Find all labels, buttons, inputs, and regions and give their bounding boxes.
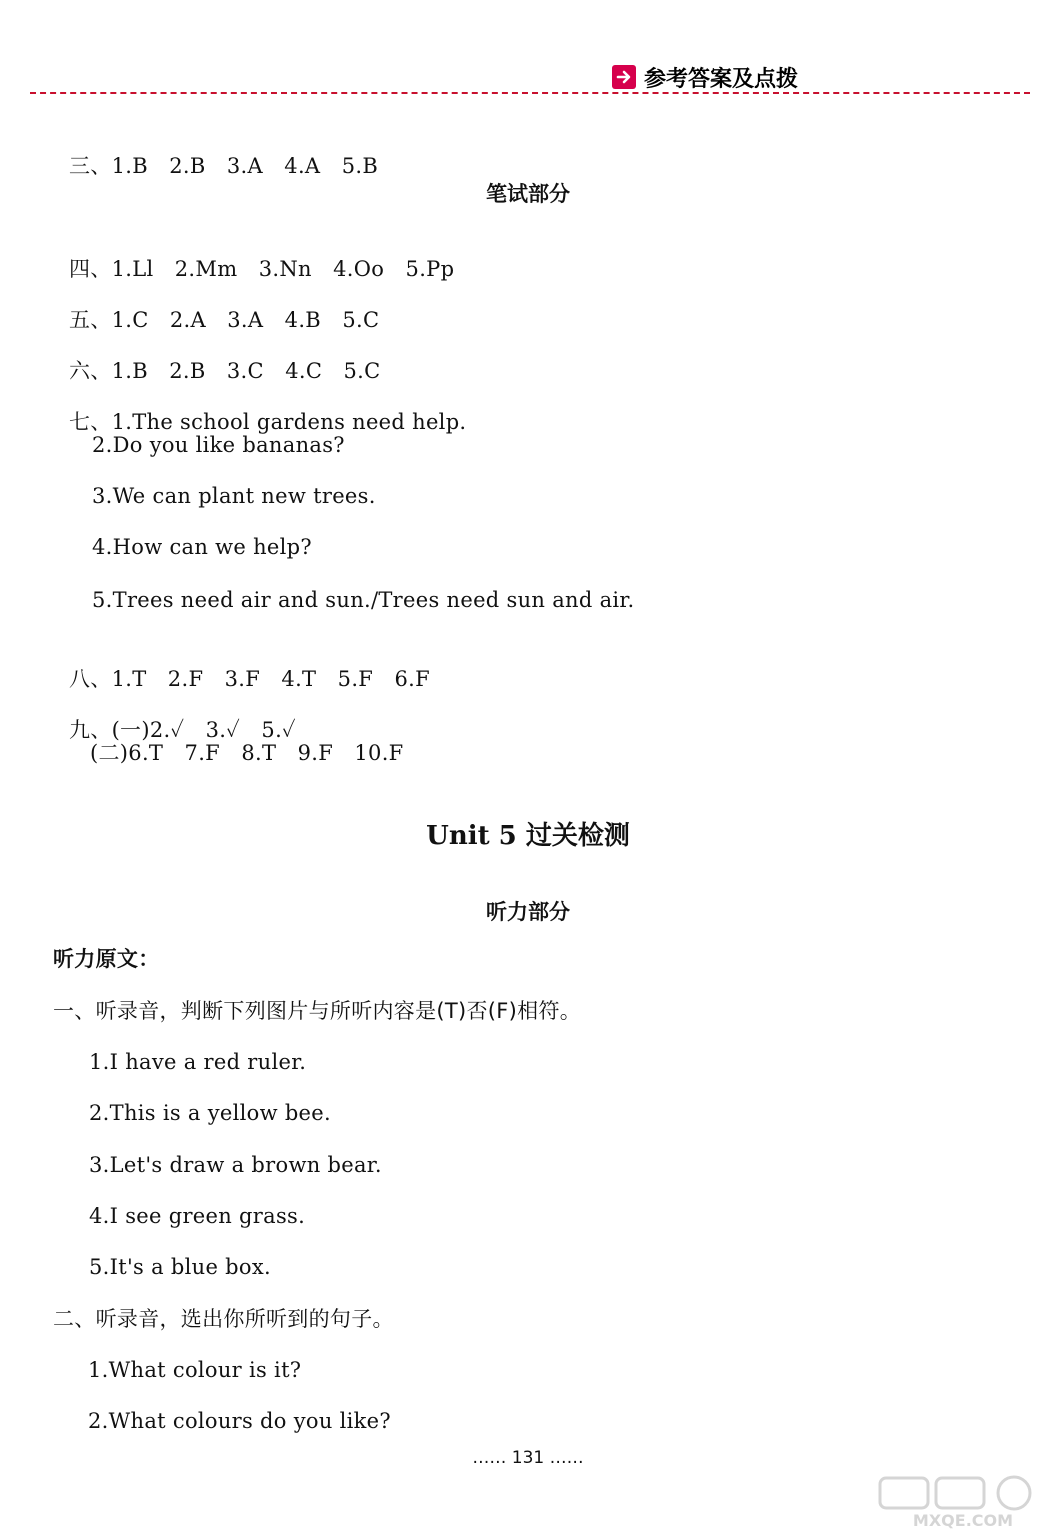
section-label: 五、 <box>68 308 112 332</box>
listening-heading: 听力部分 <box>486 900 570 924</box>
answer-text: 1.B 2.B 3.C 4.C 5.C <box>111 359 381 383</box>
section-label: 六、 <box>68 359 112 383</box>
listening-1-item: 2.This is a yellow bee. <box>89 1101 331 1125</box>
header-title: 参考答案及点拨 <box>644 66 799 92</box>
answer-text: 1.C 2.A 3.A 4.B 5.C <box>111 308 380 332</box>
unit-title: Unit 5 过关检测 <box>426 821 630 851</box>
listening-2-instruction: 二、听录音，选出你所听到的句子。 <box>53 1307 394 1331</box>
header-title-block <box>612 61 798 93</box>
arrow-right-icon <box>612 65 636 89</box>
listening-1-item: 5.It's a blue box. <box>89 1255 271 1279</box>
answer-text: (一)2.✓ 3.✓ 5.✓ <box>111 718 296 742</box>
listening-1-item: 4.I see green grass. <box>89 1204 306 1228</box>
answer-line-7-3: 3.We can plant new trees. <box>92 484 376 508</box>
written-heading: 笔试部分 <box>486 182 570 206</box>
header-divider <box>30 92 1030 94</box>
answer-line-9-1 <box>55 688 296 744</box>
answer-line-7-1 <box>55 380 466 436</box>
section-label: 八、 <box>68 667 112 691</box>
answer-line-3 <box>55 124 378 180</box>
answer-line-8 <box>55 637 430 693</box>
answer-line-7-4: 4.How can we help? <box>92 535 312 559</box>
answer-text: 1.Ll 2.Mm 3.Nn 4.Oo 5.Pp <box>111 257 455 281</box>
answer-text: 1.T 2.F 3.F 4.T 5.F 6.F <box>111 667 430 691</box>
section-label: 九、 <box>68 718 112 742</box>
answer-line-9-2: (二)6.T 7.F 8.T 9.F 10.F <box>90 741 404 765</box>
listening-2-item: 1.What colour is it? <box>88 1358 302 1382</box>
answer-line-4 <box>55 227 454 283</box>
answer-line-7-5: 5.Trees need air and sun./Trees need sun and air. <box>92 588 635 612</box>
listening-script-label: 听力原文： <box>53 947 160 971</box>
section-label: 三、 <box>68 154 112 178</box>
page-number: …… 131 …… <box>472 1448 584 1468</box>
listening-1-item: 1.I have a red ruler. <box>89 1050 307 1074</box>
listening-2-item: 2.What colours do you like? <box>88 1409 391 1433</box>
section-label: 七、 <box>68 410 112 434</box>
listening-1-item: 3.Let's draw a brown bear. <box>89 1153 382 1177</box>
section-label: 四、 <box>68 257 112 281</box>
watermark-text: MXQE.COM <box>912 1511 1014 1530</box>
answer-line-5 <box>55 278 379 334</box>
answer-text: 1.The school gardens need help. <box>111 410 467 434</box>
answer-line-6 <box>55 329 381 385</box>
answer-text: 1.B 2.B 3.A 4.A 5.B <box>111 154 379 178</box>
answer-line-7-2: 2.Do you like bananas? <box>92 433 345 457</box>
listening-1-instruction: 一、听录音，判断下列图片与所听内容是(T)否(F)相符。 <box>53 999 582 1023</box>
watermark-logo <box>878 1474 1048 1530</box>
